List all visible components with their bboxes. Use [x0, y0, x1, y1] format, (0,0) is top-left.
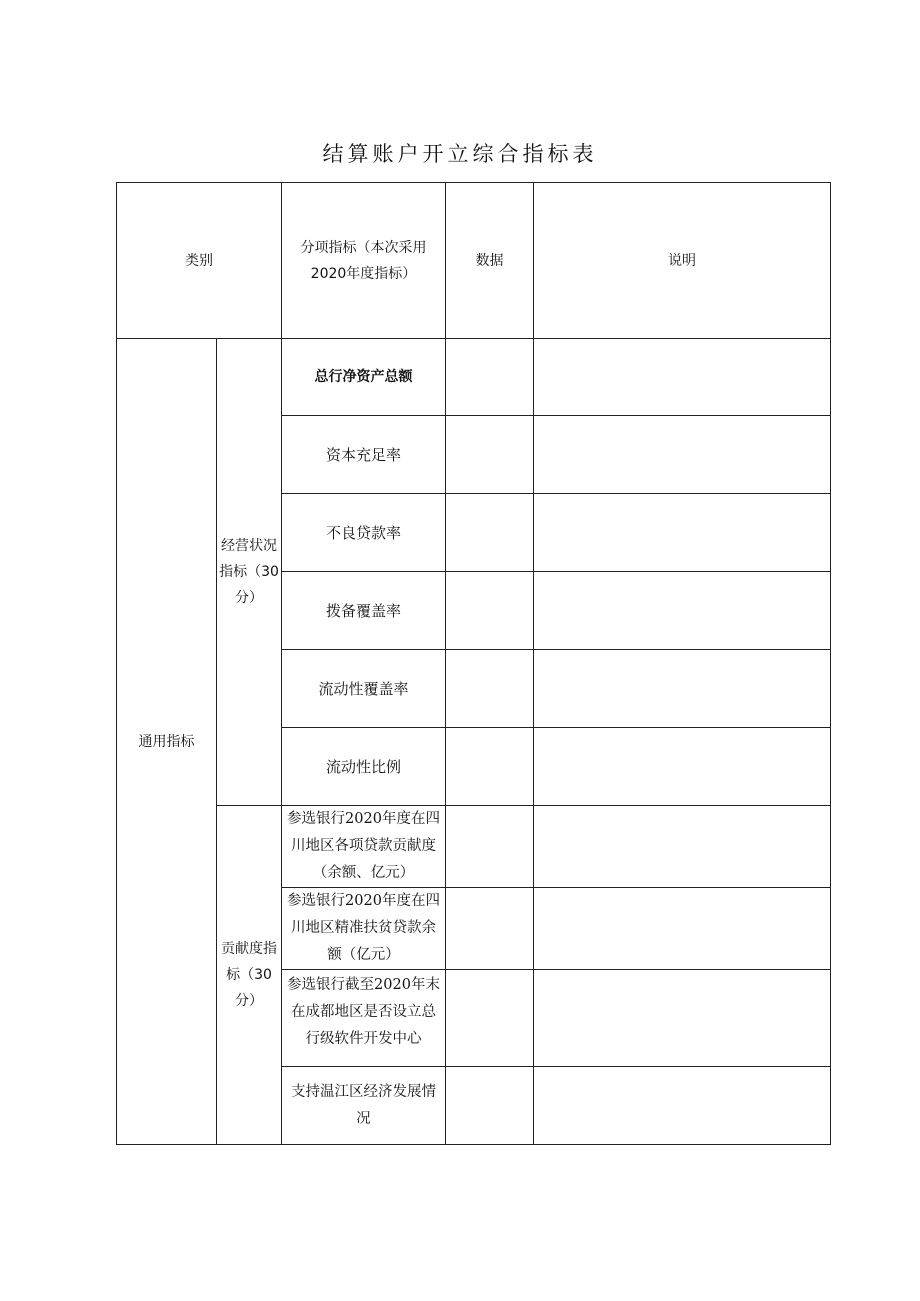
- operating-indicators-label: 经营状况指标（30分）: [217, 339, 282, 806]
- description-cell[interactable]: [534, 728, 831, 806]
- description-cell[interactable]: [534, 339, 831, 416]
- data-cell[interactable]: [446, 339, 534, 416]
- description-cell[interactable]: [534, 1067, 831, 1145]
- indicator-name: 参选银行截至2020年末在成都地区是否设立总行级软件开发中心: [287, 977, 440, 1047]
- indicator-cell: [282, 572, 446, 650]
- data-cell[interactable]: [446, 970, 534, 1067]
- header-row: [117, 183, 831, 339]
- table-row: [117, 339, 831, 416]
- indicator-name: 流动性比例: [325, 757, 401, 776]
- indicator-name: 拨备覆盖率: [325, 601, 401, 620]
- header-indicator-line2: 2020年度指标）: [310, 265, 417, 282]
- indicator-cell: [282, 650, 446, 728]
- contribution-indicators-label: 贡献度指标（30分）: [217, 806, 282, 1145]
- data-cell[interactable]: [446, 494, 534, 572]
- description-cell[interactable]: [534, 494, 831, 572]
- general-indicators-label: 通用指标: [117, 339, 217, 1145]
- indicator-cell: [282, 888, 446, 970]
- data-cell[interactable]: [446, 572, 534, 650]
- indicator-cell: [282, 1067, 446, 1145]
- header-category: 类别: [117, 183, 282, 339]
- description-cell[interactable]: [534, 970, 831, 1067]
- data-cell[interactable]: [446, 728, 534, 806]
- indicator-cell: [282, 728, 446, 806]
- indicator-name: 流动性覆盖率: [318, 679, 409, 698]
- description-cell[interactable]: [534, 416, 831, 494]
- indicator-name: 参选银行2020年度在四川地区各项贷款贡献度（余额、亿元）: [287, 811, 440, 881]
- indicator-cell: [282, 494, 446, 572]
- description-cell[interactable]: [534, 888, 831, 970]
- table-row: [117, 806, 831, 888]
- indicator-name: 支持温江区经济发展情况: [291, 1083, 436, 1127]
- indicator-cell: [282, 806, 446, 888]
- data-cell[interactable]: [446, 888, 534, 970]
- indicator-name: 资本充足率: [325, 445, 401, 464]
- indicator-cell: [282, 970, 446, 1067]
- data-cell[interactable]: [446, 1067, 534, 1145]
- indicator-name: 总行净资产总额: [314, 369, 413, 385]
- header-indicator-line1: 分项指标（本次采用: [300, 239, 427, 256]
- indicator-table: [116, 182, 831, 1145]
- data-cell[interactable]: [446, 806, 534, 888]
- document-title: 结算账户开立综合指标表: [322, 142, 598, 166]
- header-indicator: [282, 183, 446, 339]
- description-cell[interactable]: [534, 650, 831, 728]
- header-description: 说明: [534, 183, 831, 339]
- indicator-name: 不良贷款率: [325, 523, 401, 542]
- indicator-cell: [282, 416, 446, 494]
- indicator-name: 参选银行2020年度在四川地区精准扶贫贷款余额（亿元）: [287, 893, 440, 963]
- description-cell[interactable]: [534, 806, 831, 888]
- header-data: 数据: [446, 183, 534, 339]
- data-cell[interactable]: [446, 416, 534, 494]
- data-cell[interactable]: [446, 650, 534, 728]
- description-cell[interactable]: [534, 572, 831, 650]
- indicator-cell: [282, 339, 446, 416]
